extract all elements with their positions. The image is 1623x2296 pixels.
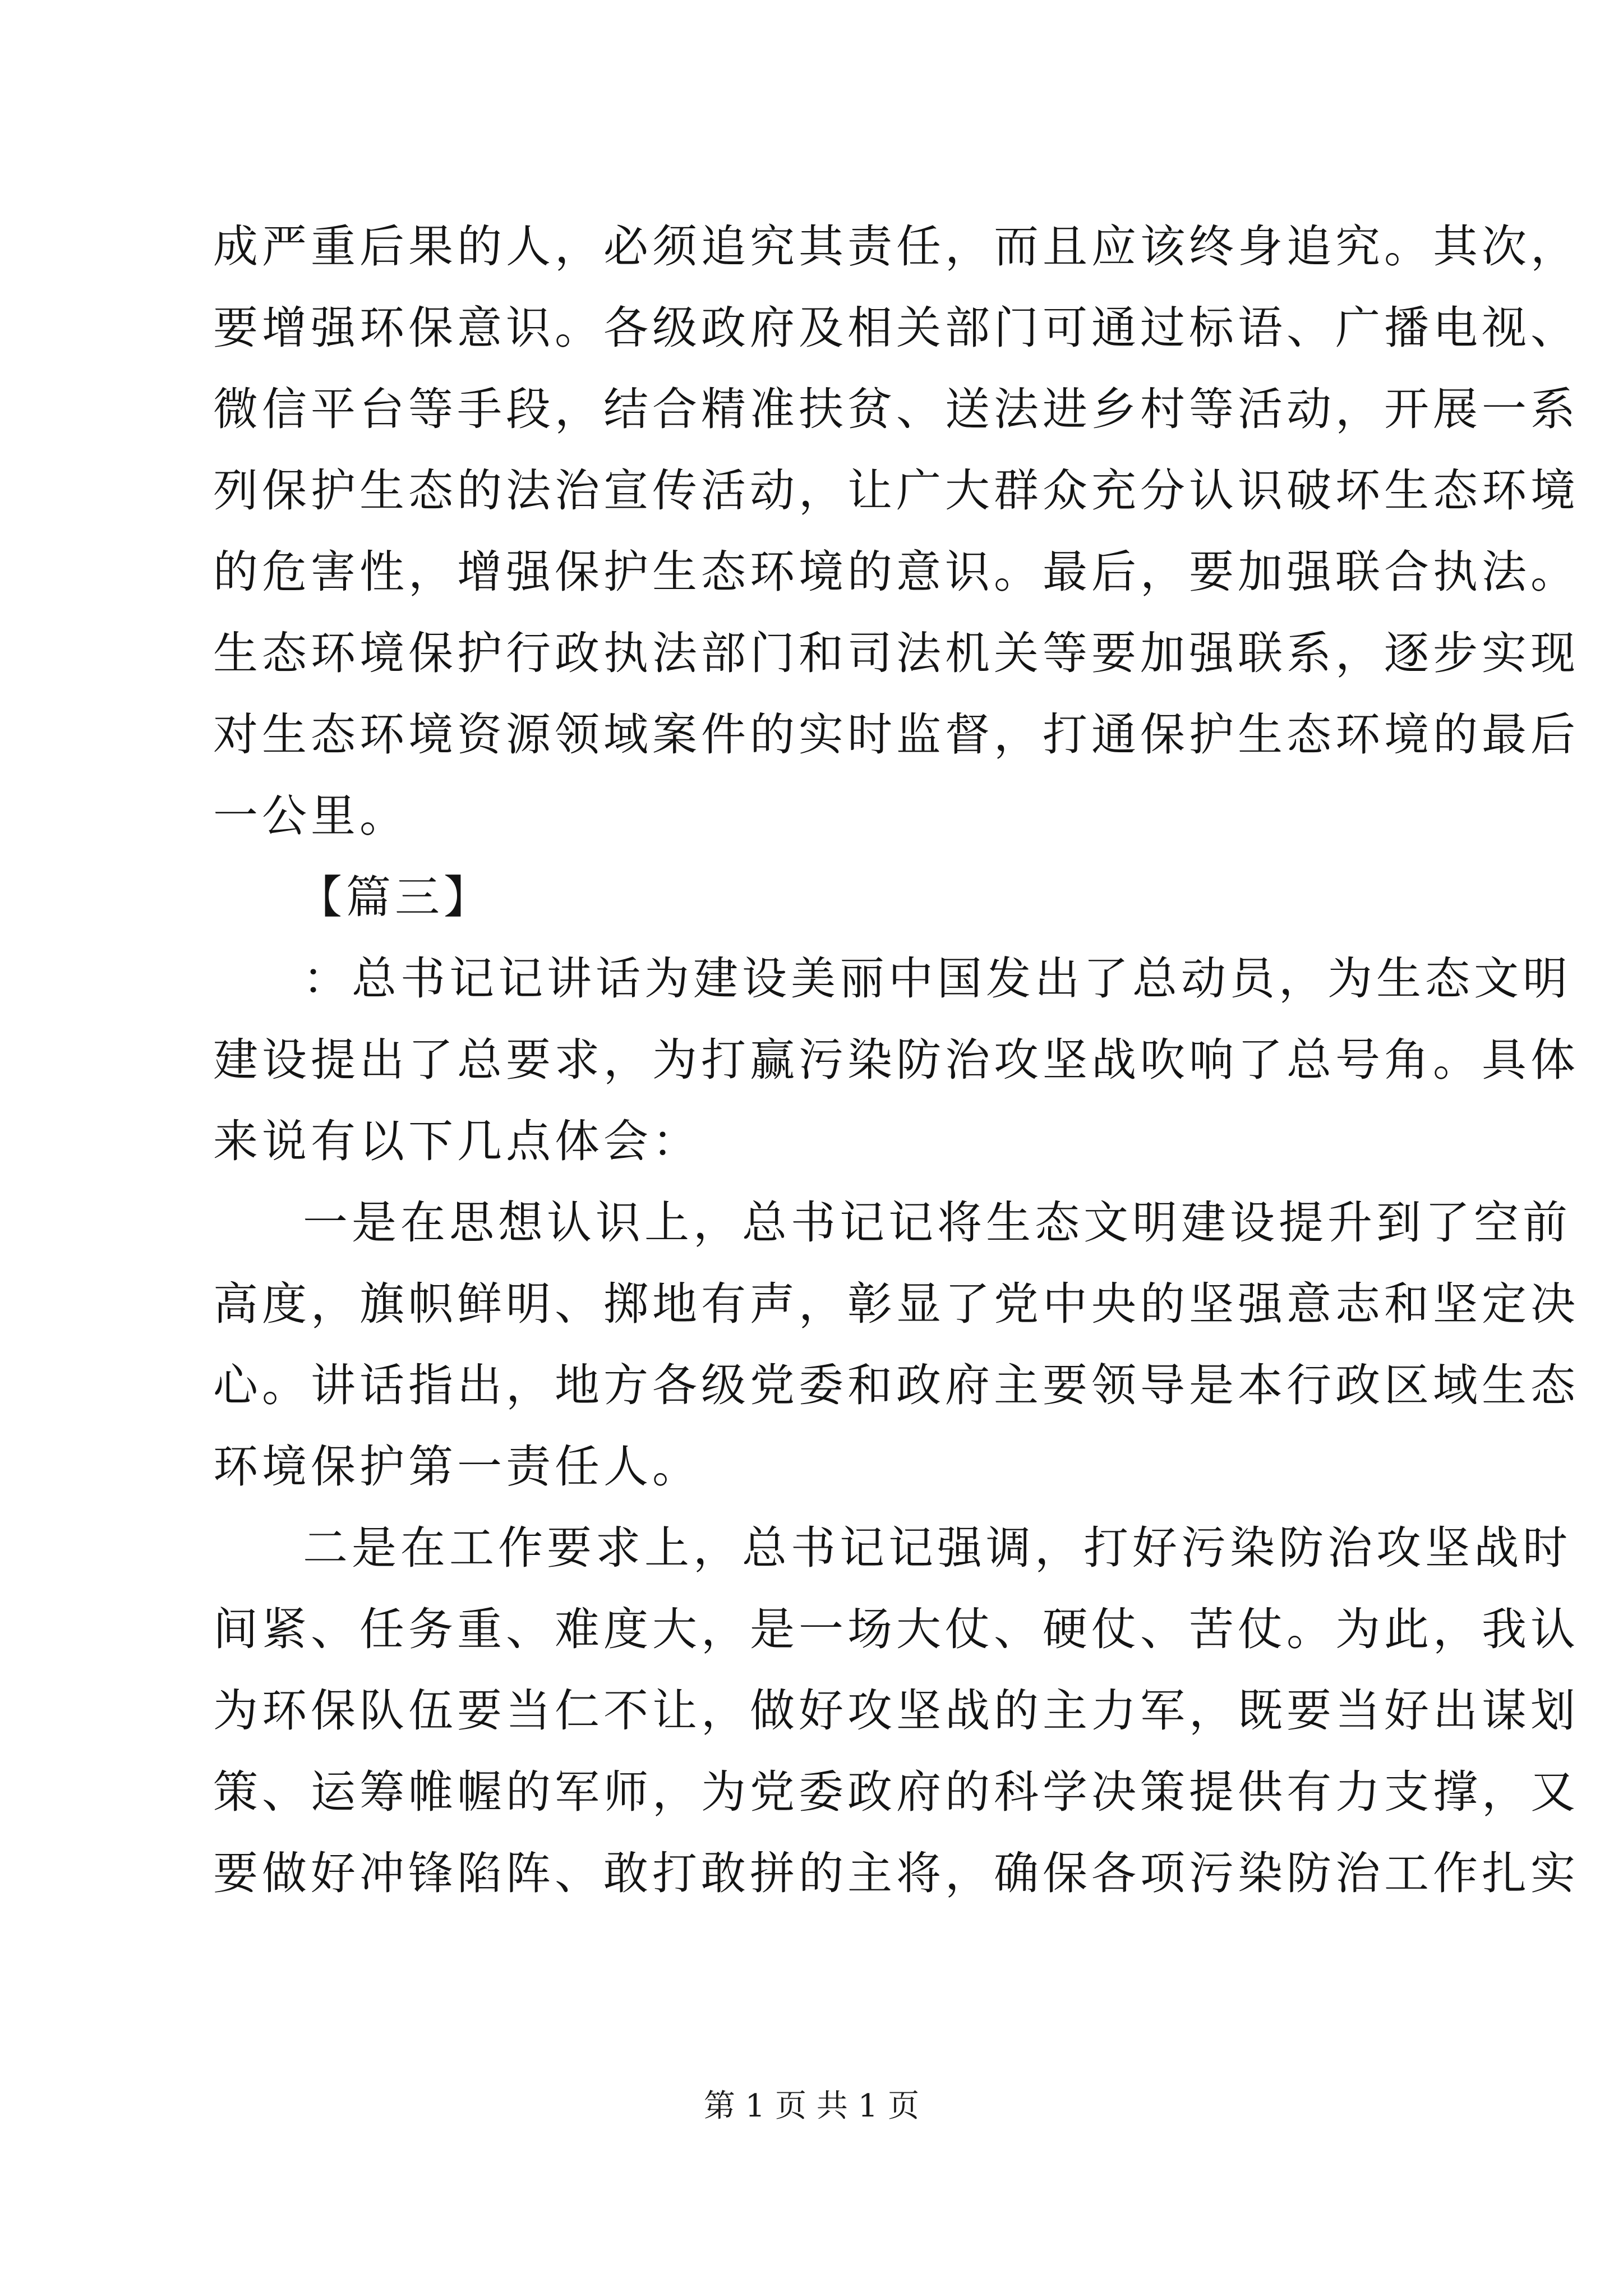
text-line: 为环保队伍要当仁不让，做好攻坚战的主力军，既要当好出谋划 <box>213 1685 1579 1737</box>
text-line: 微信平台等手段，结合精准扶贫、送法进乡村等活动，开展一系 <box>213 383 1579 435</box>
text-line: 一公里。 <box>213 790 408 842</box>
text-line: 要做好冲锋陷阵、敢打敢拼的主将，确保各项污染防治工作扎实 <box>213 1847 1579 1899</box>
text-line: ：总书记记讲话为建设美丽中国发出了总动员，为生态文明 <box>303 953 1571 1005</box>
text-line: 成严重后果的人，必须追究其责任，而且应该终身追究。其次， <box>213 220 1579 273</box>
text-line: 生态环境保护行政执法部门和司法机关等要加强联系，逐步实现 <box>213 627 1579 679</box>
text-line: 对生态环境资源领域案件的实时监督，打通保护生态环境的最后 <box>213 708 1579 761</box>
text-line: 策、运筹帷幄的军师，为党委政府的科学决策提供有力支撑，又 <box>213 1766 1579 1818</box>
text-line: 高度，旗帜鲜明、掷地有声，彰显了党中央的坚强意志和坚定决 <box>213 1278 1579 1330</box>
text-line: 建设提出了总要求，为打赢污染防治攻坚战吹响了总号角。具体 <box>213 1034 1579 1086</box>
text-line: 列保护生态的法治宣传活动，让广大群众充分认识破坏生态环境 <box>213 464 1579 517</box>
text-line: 要增强环保意识。各级政府及相关部门可通过标语、广播电视、 <box>213 302 1579 354</box>
text-line: 心。讲话指出，地方各级党委和政府主要领导是本行政区域生态 <box>213 1359 1579 1411</box>
text-line: 二是在工作要求上，总书记记强调，打好污染防治攻坚战时 <box>303 1522 1571 1574</box>
section-heading: 【篇三】 <box>297 871 492 923</box>
text-line: 的危害性，增强保护生态环境的意识。最后，要加强联合执法。 <box>213 546 1579 598</box>
text-line: 来说有以下几点体会： <box>213 1115 701 1167</box>
text-line: 环境保护第一责任人。 <box>213 1441 701 1493</box>
page-number-footer: 第 1 页 共 1 页 <box>703 2088 920 2124</box>
text-line: 间紧、任务重、难度大，是一场大仗、硬仗、苦仗。为此，我认 <box>213 1603 1579 1655</box>
text-line: 一是在思想认识上，总书记记将生态文明建设提升到了空前 <box>303 1197 1571 1249</box>
